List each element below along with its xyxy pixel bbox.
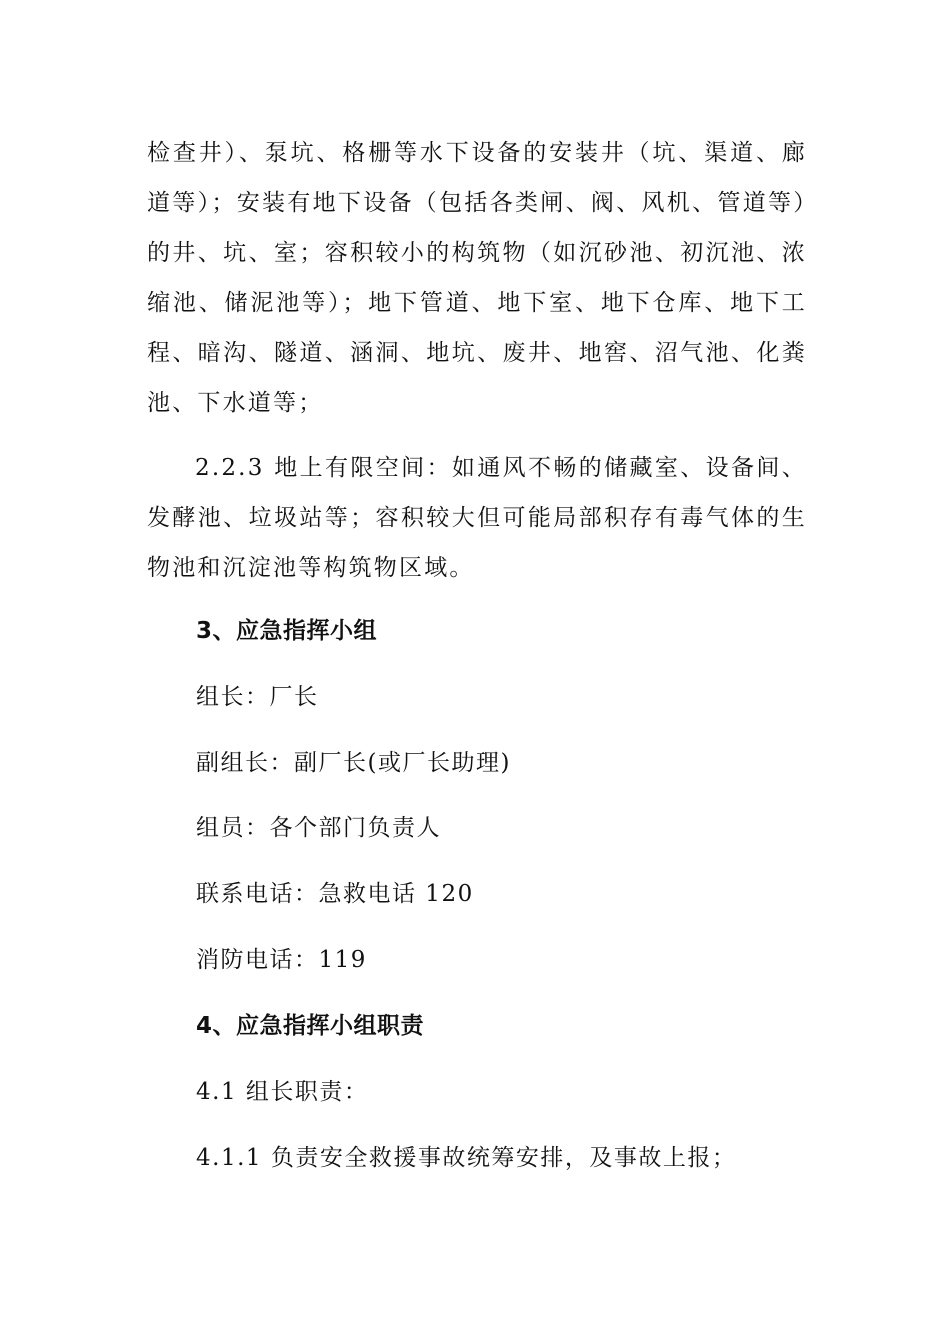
group-leader-line: 组长：厂长 <box>196 684 319 710</box>
paragraph-confined-space-underground: 检查井）、泵坑、格栅等水下设备的安装井（坑、渠道、廊道等）；安装有地下设备（包括各类闸、阀、风机、管道等）的井、坑、室；容积较小的构筑物（如沉砂池、初沉池、浓缩池、储泥池等）；地下管道、地下室、地下仓库、地下工程、暗沟、隧道、涵洞、地坑、废井、地窖、沼气池、化粪池、下水道等； <box>147 140 807 416</box>
leader-duties-subheading: 4.1 组长职责： <box>196 1079 369 1105</box>
section-4-heading: 4、应急指挥小组职责 <box>196 1013 425 1039</box>
paragraph-aboveground-confined-space: 2.2.3 地上有限空间：如通风不畅的储藏室、设备间、发酵池、垃圾站等；容积较大但可能局部积存有毒气体的生物池和沉淀池等构筑物区域。 <box>147 455 807 581</box>
contact-phone-line: 联系电话：急救电话 120 <box>196 881 474 907</box>
duty-item-4-1-1: 4.1.1 负责安全救援事故统筹安排，及事故上报； <box>196 1145 737 1171</box>
section-3-heading: 3、应急指挥小组 <box>196 618 378 644</box>
members-line: 组员：各个部门负责人 <box>196 815 441 841</box>
deputy-leader-line: 副组长：副厂长(或厂长助理) <box>196 750 511 776</box>
fire-phone-line: 消防电话：119 <box>196 947 367 973</box>
